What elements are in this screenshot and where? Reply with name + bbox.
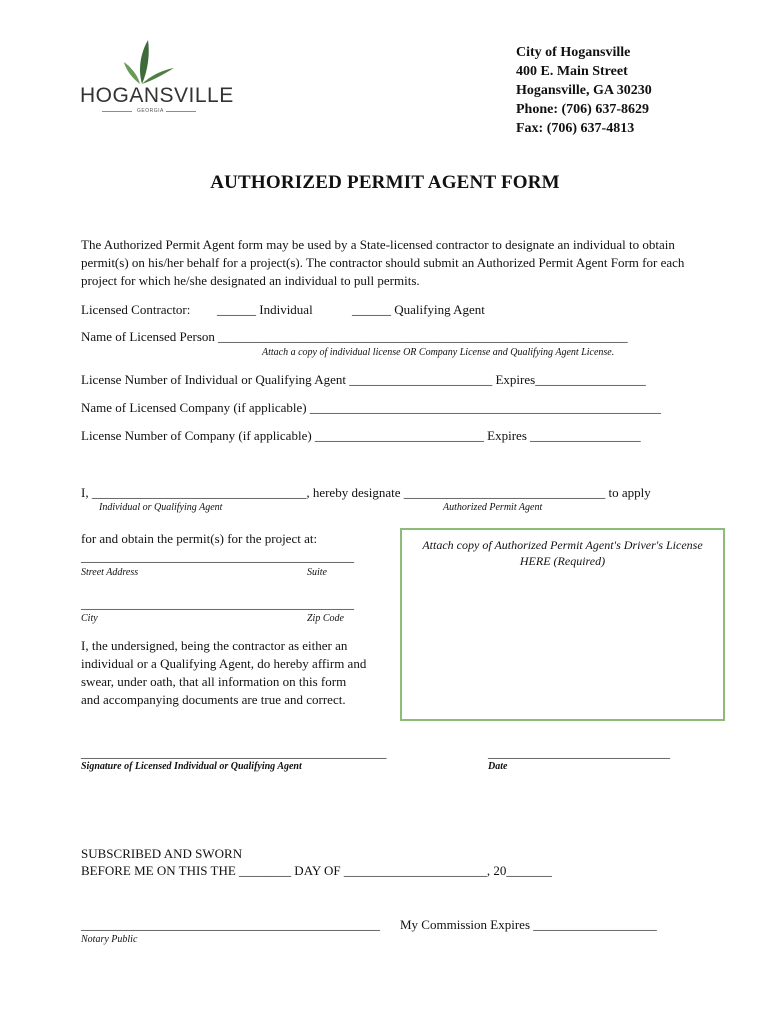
project-address-intro: for and obtain the permit(s) for the project at: xyxy=(81,531,318,546)
address-line-3: Hogansville, GA 30230 xyxy=(516,83,652,98)
street-address-field[interactable]: __________________________________________ xyxy=(81,549,354,564)
leaf-icon xyxy=(80,36,220,88)
commission-expires-field[interactable]: My Commission Expires ___________________ xyxy=(400,917,657,932)
form-title: AUTHORIZED PERMIT AGENT FORM xyxy=(210,172,560,193)
city-logo xyxy=(80,36,234,116)
intro-paragraph: The Authorized Permit Agent form may be used by a State-licensed contractor to designate an individual to obtain permit(s) on his/her behalf for a project(s). The contractor should submit an Authorized Permit Agent Form for each project for which he/she designated an individual to pull permits. xyxy=(81,237,685,288)
logo-divider-left xyxy=(102,111,132,112)
signature-label: Signature of Licensed Individual or Qualifying Agent xyxy=(81,761,302,772)
date-label: Date xyxy=(488,761,508,772)
address-fax: Fax: (706) 637-4813 xyxy=(516,121,635,136)
logo-divider-right xyxy=(166,111,196,112)
logo-wordmark: HOGANSVILLE xyxy=(80,84,234,107)
designate-line[interactable]: I, _________________________________, hereby designate _______________________________ to apply xyxy=(81,485,651,500)
address-phone: Phone: (706) 637-8629 xyxy=(516,102,649,117)
notary-signature-field[interactable]: ______________________________________________ xyxy=(81,917,380,932)
city-zip-field[interactable]: __________________________________________ xyxy=(81,596,354,611)
drivers-license-attachment-box[interactable] xyxy=(400,528,725,721)
qualifying-agent-option[interactable]: ______ Qualifying Agent xyxy=(352,302,485,317)
address-line-2: 400 E. Main Street xyxy=(516,64,628,79)
licensed-contractor-label: Licensed Contractor: xyxy=(81,302,191,317)
city-label: City xyxy=(81,613,98,624)
affirmation-line-2: individual or a Qualifying Agent, do hereby affirm and xyxy=(81,656,367,671)
designate-label-individual: Individual or Qualifying Agent xyxy=(99,502,223,513)
company-license-field[interactable]: License Number of Company (if applicable) __________________________ Expires _________________ xyxy=(81,428,641,443)
affirmation-line-4: and accompanying documents are true and correct. xyxy=(81,692,346,707)
individual-option[interactable]: ______ Individual xyxy=(217,302,313,317)
affirmation-line-1: I, the undersigned, being the contractor as either an xyxy=(81,638,348,653)
suite-label: Suite xyxy=(307,567,327,578)
licensed-person-field[interactable]: Name of Licensed Person _______________________________________________________________ xyxy=(81,329,628,344)
attach-license-note: Attach a copy of individual license OR Company License and Qualifying Agent License. xyxy=(262,347,615,358)
logo-subtitle: GEORGIA xyxy=(137,108,164,114)
affirmation-line-3: swear, under oath, that all information on this form xyxy=(81,674,347,689)
sworn-line-2[interactable]: BEFORE ME ON THIS THE ________ DAY OF ______________________, 20_______ xyxy=(81,863,552,878)
company-name-field[interactable]: Name of Licensed Company (if applicable) ______________________________________________________ xyxy=(81,400,661,415)
designate-label-agent: Authorized Permit Agent xyxy=(443,502,543,513)
license-number-field[interactable]: License Number of Individual or Qualifying Agent ______________________ Expires_________________ xyxy=(81,372,646,387)
date-field[interactable]: ____________________________ xyxy=(488,745,670,760)
sworn-line-1: SUBSCRIBED AND SWORN xyxy=(81,846,243,861)
signature-field[interactable]: _______________________________________________ xyxy=(81,745,387,760)
address-line-1: City of Hogansville xyxy=(516,45,631,60)
drivers-license-instructions: Attach copy of Authorized Permit Agent's Driver's License HERE (Required) xyxy=(422,538,703,568)
zip-code-label: Zip Code xyxy=(307,613,344,624)
notary-public-label: Notary Public xyxy=(81,934,138,945)
street-address-label: Street Address xyxy=(81,567,139,578)
